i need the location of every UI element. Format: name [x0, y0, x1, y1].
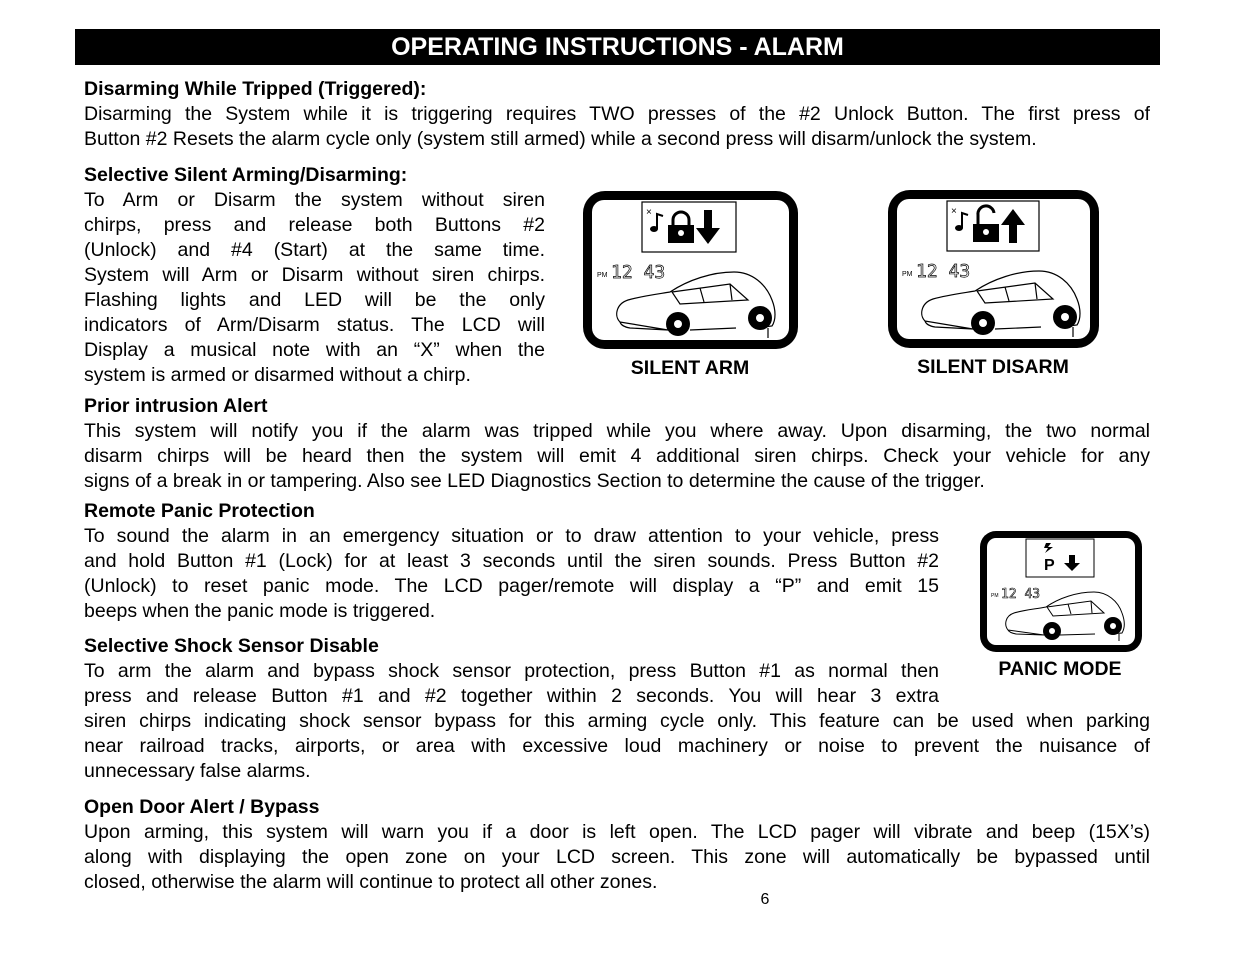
- lcd-silent-disarm-figure: [885, 187, 1102, 351]
- text-line: and hold Button #1 (Lock) for at least 3 seconds until the siren sounds. Press Button #2: [84, 550, 939, 572]
- text-line: To arm the alarm and bypass shock sensor protection, press Button #1 as normal then: [84, 660, 939, 682]
- caption-silent-arm: SILENT ARM: [630, 357, 750, 379]
- page-number: 6: [760, 891, 770, 908]
- lcd-panic-mode-figure: [978, 529, 1144, 654]
- text-line: closed, otherwise the alarm will continue to protect all other zones.: [84, 871, 658, 893]
- text-line: siren chirps indicating shock sensor bypass for this arming cycle only. This feature can be used when parking: [84, 710, 1150, 732]
- text-line: system is armed or disarmed without a chirp.: [84, 364, 471, 386]
- text-line: along with displaying the open zone on your LCD screen. This zone will automatically be bypassed until: [84, 846, 1150, 868]
- caption-panic-mode: PANIC MODE: [998, 658, 1122, 680]
- text-line: Button #2 Resets the alarm cycle only (system still armed) while a second press will disarm/unlock the system.: [84, 128, 1037, 150]
- paragraph-disarming: [84, 102, 1150, 152]
- paragraph-shock-sensor-bottom: [84, 709, 1150, 784]
- ampm-label: PM: [991, 593, 999, 599]
- paragraph-prior-intrusion: [84, 419, 1150, 494]
- caption-silent-disarm: SILENT DISARM: [917, 356, 1069, 378]
- heading-open-door: Open Door Alert / Bypass: [84, 796, 320, 818]
- paragraph-panic-protection: [84, 524, 939, 624]
- text-line: System will Arm or Disarm without siren chirps.: [84, 264, 545, 286]
- heading-prior-intrusion: Prior intrusion Alert: [84, 395, 268, 417]
- text-line: This system will notify you if the alarm was tripped while you where away. Upon disarming, the two normal: [84, 420, 1150, 442]
- svg-text:×: ×: [951, 206, 957, 217]
- text-line: (Unlock) and #4 (Start) at the same time.: [84, 239, 545, 261]
- text-line: press and release Button #1 and #2 together within 2 seconds. You will hear 3 extra: [84, 685, 939, 707]
- ampm-label: PM: [902, 271, 913, 278]
- text-line: chirps, press and release both Buttons #2: [84, 214, 545, 236]
- lcd-silent-arm-figure: [580, 188, 801, 352]
- paragraph-silent-arming: [84, 188, 545, 388]
- clock-readout: 12 43: [916, 261, 971, 282]
- text-line: beeps when the panic mode is triggered.: [84, 600, 436, 622]
- text-line: near railroad tracks, airports, or area with excessive loud machinery or noise to prevent the nuisance of: [84, 735, 1150, 757]
- text-line: unnecessary false alarms.: [84, 760, 311, 782]
- text-line: Disarming the System while it is triggering requires TWO presses of the #2 Unlock Button. The first press of: [84, 103, 1150, 125]
- ampm-label: PM: [597, 272, 608, 279]
- clock-readout: 12 43: [1001, 587, 1041, 602]
- text-line: (Unlock) to reset panic mode. The LCD pager/remote will display a “P” and emit 15: [84, 575, 939, 597]
- heading-panic-protection: Remote Panic Protection: [84, 500, 315, 522]
- heading-disarming: Disarming While Tripped (Triggered):: [84, 78, 427, 100]
- clock-readout: 12 43: [611, 262, 666, 283]
- text-line: Flashing lights and LED will be the only: [84, 289, 545, 311]
- text-line: indicators of Arm/Disarm status. The LCD will: [84, 314, 545, 336]
- text-line: To sound the alarm in an emergency situation or to draw attention to your vehicle, press: [84, 525, 939, 547]
- text-line: Upon arming, this system will warn you if a door is left open. The LCD pager will vibrate and beep (15X’s): [84, 821, 1150, 843]
- paragraph-open-door: [84, 820, 1150, 895]
- heading-shock-sensor: Selective Shock Sensor Disable: [84, 635, 379, 657]
- panic-letter: P: [1044, 557, 1055, 574]
- svg-text:×: ×: [646, 207, 652, 218]
- text-line: To Arm or Disarm the system without siren: [84, 189, 545, 211]
- page-title: OPERATING INSTRUCTIONS - ALARM: [391, 33, 844, 61]
- text-line: signs of a break in or tampering. Also see LED Diagnostics Section to determine the cause of the trigger.: [84, 470, 985, 492]
- paragraph-shock-sensor-top: [84, 659, 939, 709]
- heading-silent-arming: Selective Silent Arming/Disarming:: [84, 164, 408, 186]
- text-line: Display a musical note with an “X” when the: [84, 339, 545, 361]
- text-line: disarm chirps will be heard then the system will emit 4 additional siren chirps. Check your vehicle for any: [84, 445, 1150, 467]
- page-title-bar: [75, 29, 1160, 65]
